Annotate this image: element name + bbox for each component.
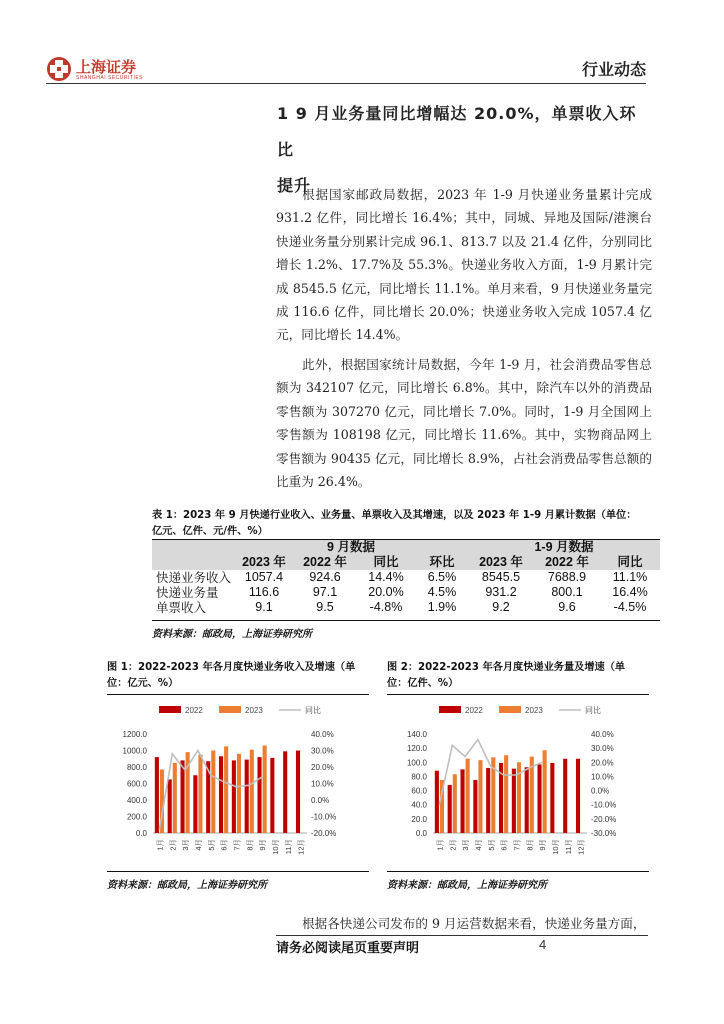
legend-swatch-2023 [219, 706, 241, 713]
table-corner [152, 540, 234, 555]
legend-label: 同比 [585, 706, 601, 715]
bar-2022 [473, 780, 477, 833]
left-tick-label: 20.0 [411, 814, 427, 824]
col-header: 同比 [373, 555, 399, 569]
x-tick-label: 11月 [283, 839, 293, 855]
table-cell: 6.5% [427, 570, 457, 584]
logo-text: 上海证券 [76, 59, 137, 76]
paragraph-1: 根据国家邮政局数据，2023 年 1-9 月快递业务量累计完成 931.2 亿件，同比增长 16.4%；其中，同城、异地及国际/港澳台快递业务量分别累计完成 96.1、813.7 以及 21.4 亿件，分别同比增长 1.2%、17.7%及 55.3%。快递业务收入方面，1-9 月累计完成 8545.5 亿元，同比增长 11.1%。单月来看，9 月快递业务量完成 116.6 亿件，同比增长 20.0%；快递业务收入完成 1057.4 亿元，同比增长 14.4%。 [276, 187, 652, 343]
table-cell: -4.5% [613, 600, 647, 614]
figure1-bottom-rule [107, 871, 369, 872]
table1-caption-line-1: 表 1：2023 年 9 月快递行业收入、业务量、单票收入及其增速，以及 2023 年 1-9 月累计数据（单位： [152, 510, 637, 521]
right-tick-label: 10.0% [591, 772, 614, 782]
x-tick-label: 9月 [258, 839, 268, 851]
x-tick-label: 1月 [155, 839, 165, 851]
col-header: 2022 年 [545, 555, 589, 569]
left-tick-label: 0.0 [135, 829, 147, 838]
bar-2022 [576, 759, 580, 833]
bar-2023 [198, 755, 202, 833]
table-cell: 931.2 [485, 585, 517, 599]
col-header: 2022 年 [303, 555, 347, 569]
bar-2022 [460, 769, 464, 833]
figure2-bottom-rule [387, 871, 649, 872]
x-tick-label: 1月 [435, 839, 445, 851]
paragraph-3: 根据各快递公司发布的 9 月运营数据来看，快递业务量方面， [302, 916, 646, 931]
x-tick-label: 8月 [525, 839, 535, 851]
logo-subtext: SHANGHAI SECURITIES [76, 75, 144, 81]
bar-2023 [466, 759, 470, 833]
volume-chart [387, 698, 649, 868]
col-header: 环比 [429, 555, 455, 569]
x-tick-label: 8月 [245, 839, 255, 851]
bar-2022 [219, 756, 223, 833]
bar-2022 [270, 758, 274, 833]
table-row [152, 570, 660, 585]
table-row [152, 585, 660, 600]
row-label: 单票收入 [156, 600, 207, 615]
table-bottom-rule [152, 620, 660, 621]
figure2-caption-line-1: 图 2：2022-2023 年各月度快递业务量及增速（单 [387, 662, 626, 673]
header-divider [46, 83, 646, 84]
bar-2022 [525, 767, 529, 833]
table-cell: 800.1 [551, 585, 583, 599]
section-title-line-2: 提升 [277, 176, 312, 195]
table-cell: 20.0% [368, 585, 404, 599]
table-cell: 16.4% [612, 585, 648, 599]
group-header-ytd: 1-9 月数据 [534, 540, 594, 554]
logo-emblem-icon [46, 56, 72, 82]
legend-swatch-2022 [159, 706, 181, 713]
legend-swatch-2023 [499, 706, 521, 713]
row-label: 快递业务收入 [156, 570, 232, 585]
bar-2022 [550, 763, 554, 833]
bar-2022 [180, 760, 184, 833]
col-header: 2023 年 [479, 555, 523, 569]
x-tick-label: 2月 [168, 839, 178, 851]
right-tick-label: 0.0% [311, 796, 330, 805]
table-cell: 7688.9 [547, 570, 587, 584]
left-tick-label: 100.0 [406, 758, 427, 768]
table-cell: 4.5% [427, 585, 457, 599]
right-tick-label: 40.0% [311, 730, 334, 739]
bar-2022 [168, 779, 172, 833]
group-header-sep: 9 月数据 [327, 540, 375, 554]
table-corner-2 [152, 555, 234, 570]
figure2-source: 资料来源：邮政局，上海证券研究所 [387, 880, 547, 891]
bar-2022 [448, 785, 452, 833]
table-cell: 8545.5 [481, 570, 521, 584]
x-tick-label: 6月 [499, 839, 509, 851]
table-cell: 97.1 [312, 585, 338, 599]
bar-2022 [563, 759, 567, 833]
table-cell: 14.4% [368, 570, 404, 584]
bar-2023 [224, 746, 228, 833]
legend-label: 2022 [465, 706, 483, 715]
table-cell: 116.6 [248, 585, 280, 599]
bar-2023 [504, 755, 508, 833]
bar-2023 [250, 750, 254, 833]
x-tick-label: 4月 [193, 839, 203, 851]
table-cell: 9.6 [558, 600, 576, 614]
left-tick-label: 400.0 [126, 796, 147, 805]
revenue-chart [107, 698, 369, 868]
document-type: 行业动态 [581, 62, 646, 79]
x-tick-label: 7月 [512, 839, 522, 851]
table-cell: 1057.4 [244, 570, 284, 584]
x-tick-label: 5月 [206, 839, 216, 851]
table1-caption [152, 508, 662, 540]
col-header: 同比 [617, 555, 643, 569]
left-tick-label: 800.0 [126, 763, 147, 772]
figure2-caption [387, 660, 652, 692]
data-table [152, 540, 660, 615]
right-tick-label: -20.0% [591, 814, 617, 824]
right-tick-label: 40.0% [591, 730, 614, 739]
right-tick-label: -10.0% [591, 800, 617, 810]
right-tick-label: 0.0% [591, 786, 610, 796]
right-tick-label: 20.0% [591, 758, 614, 768]
figure1-caption-line-2: 位：亿元、%） [107, 678, 179, 689]
legend-label: 同比 [305, 706, 321, 715]
right-tick-label: 10.0% [311, 779, 334, 789]
left-tick-label: 120.0 [406, 744, 427, 754]
figure2-top-rule [387, 694, 649, 695]
left-tick-label: 40.0 [411, 800, 427, 810]
header [46, 52, 646, 82]
table-cell: -4.8% [369, 600, 403, 614]
x-tick-label: 4月 [473, 839, 483, 851]
table-group-header [152, 540, 660, 555]
bar-2022 [537, 764, 541, 833]
x-tick-label: 10月 [270, 839, 280, 855]
legend-label: 2023 [525, 706, 543, 715]
page-number: 4 [539, 937, 547, 952]
table-cell: 9.2 [492, 600, 510, 614]
bar-2023 [453, 774, 457, 833]
x-tick-label: 5月 [486, 839, 496, 851]
bar-2023 [173, 763, 177, 833]
bar-2022 [193, 775, 197, 833]
bar-2023 [237, 754, 241, 833]
right-tick-label: -20.0% [311, 829, 337, 838]
table-cell: 924.6 [309, 570, 341, 584]
x-tick-label: 2月 [448, 839, 458, 851]
left-tick-label: 1000.0 [122, 746, 147, 756]
x-tick-label: 9月 [538, 839, 548, 851]
figure1-caption [107, 660, 372, 692]
bar-2022 [257, 757, 261, 833]
table-cell: 1.9% [427, 600, 457, 614]
right-tick-label: 30.0% [591, 744, 614, 754]
right-tick-label: -30.0% [591, 829, 617, 838]
bar-2022 [486, 768, 490, 833]
bar-2022 [296, 751, 300, 834]
x-tick-label: 3月 [461, 839, 471, 851]
x-tick-label: 12月 [296, 839, 306, 855]
table1-caption-line-2: 亿元、亿件、元/件、%） [152, 526, 268, 537]
bar-2022 [155, 757, 159, 833]
table1-source: 资料来源：邮政局，上海证券研究所 [152, 629, 312, 640]
row-label: 快递业务量 [156, 585, 219, 600]
left-tick-label: 140.0 [406, 730, 427, 739]
legend-label: 2022 [185, 706, 203, 715]
bar-2023 [263, 746, 267, 833]
col-header: 2023 年 [242, 555, 286, 569]
paragraph-2: 此外，根据国家统计局数据，今年 1-9 月，社会消费品零售总额为 342107 亿元，同比增长 6.8%。其中，除汽车以外的消费品零售额为 307270 亿元，同比增长 7.0%。同时，1-9 月全国网上零售额为 108198 亿元，同比增长 11.6%。其中，实物商品网上零售额为 90435 亿元，同比增长 8.9%，占社会消费品零售总额的比重为 26.4%。 [276, 357, 652, 490]
table-cell: 11.1% [612, 570, 648, 584]
left-tick-label: 80.0 [411, 772, 427, 782]
left-tick-label: 1200.0 [122, 730, 147, 739]
figure1-top-rule [107, 694, 369, 695]
bar-2022 [435, 771, 439, 833]
x-tick-label: 11月 [563, 839, 573, 855]
figure2-caption-line-2: 位：亿件、%） [387, 678, 459, 689]
left-tick-label: 60.0 [411, 786, 427, 796]
right-tick-label: -10.0% [311, 812, 337, 822]
bar-2022 [512, 769, 516, 833]
table-row [152, 600, 660, 615]
footer-divider [276, 935, 648, 936]
bar-2022 [245, 760, 249, 833]
footer-disclaimer: 请务必阅读尾页重要声明 [276, 941, 420, 956]
bar-2022 [232, 760, 236, 833]
bar-2023 [478, 760, 482, 833]
bar-2023 [211, 751, 215, 834]
bar-2023 [543, 750, 547, 833]
bar-2022 [283, 751, 287, 833]
left-tick-label: 600.0 [126, 779, 147, 789]
table-col-header [152, 555, 660, 570]
x-tick-label: 12月 [576, 839, 586, 855]
section-title-line-1: 1 9 月业务量同比增幅达 20.0%，单票收入环比 [277, 104, 637, 159]
x-tick-label: 3月 [181, 839, 191, 851]
table-cell: 9.1 [255, 600, 273, 614]
x-tick-label: 7月 [232, 839, 242, 851]
left-tick-label: 200.0 [126, 812, 147, 822]
right-tick-label: 20.0% [311, 763, 334, 772]
x-tick-label: 10月 [550, 839, 560, 855]
figure1-source: 资料来源：邮政局，上海证券研究所 [107, 880, 267, 891]
figure1-caption-line-1: 图 1：2022-2023 年各月度快递业务收入及增速（单 [107, 662, 356, 673]
table-cell: 9.5 [316, 600, 334, 614]
right-tick-label: 30.0% [311, 746, 334, 756]
legend-label: 2023 [245, 706, 263, 715]
legend-swatch-2022 [439, 706, 461, 713]
left-tick-label: 0.0 [415, 829, 427, 838]
x-tick-label: 6月 [219, 839, 229, 851]
